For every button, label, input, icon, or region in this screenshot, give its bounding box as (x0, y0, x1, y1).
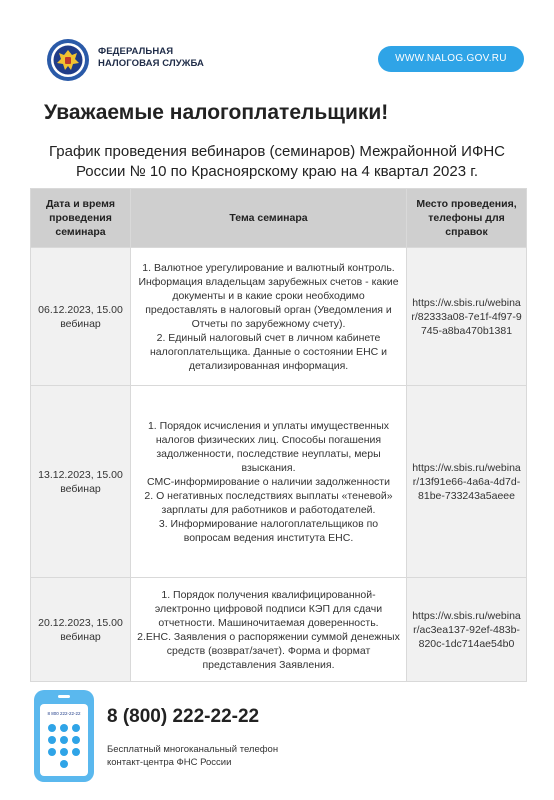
topic-line: 1. Валютное урегулирование и валютный контроль. (142, 261, 395, 274)
org-name-line1: ФЕДЕРАЛЬНАЯ (98, 46, 174, 57)
row-date: 20.12.2023, 15.00 вебинар (31, 578, 131, 682)
page-subtitle: График проведения вебинаров (семинаров) Межрайонной ИФНС России № 10 по Красноярскому краю на 4 квартал 2023 г. (48, 143, 506, 180)
website-button[interactable]: WWW.NALOG.GOV.RU (378, 46, 524, 72)
hotline-desc-line2: контакт-центра ФНС России (107, 757, 232, 768)
schedule-table (30, 188, 527, 682)
topic-line: 2.ЕНС. Заявления о распоряжении суммой денежных средств (возврат/зачет). Форма и формат представления Заявления. (137, 630, 400, 671)
row-topic (131, 578, 407, 682)
row-date: 06.12.2023, 15.00 вебинар (31, 248, 131, 386)
page-title: Уважаемые налогоплательщики! (44, 101, 389, 124)
row-topic (131, 386, 407, 578)
org-name (98, 46, 204, 70)
table-row (31, 578, 527, 682)
org-name-line2: НАЛОГОВАЯ СЛУЖБА (98, 58, 204, 69)
column-header-place: Место проведения, телефоны для справок (407, 189, 527, 248)
row-date: 13.12.2023, 15.00 вебинар (31, 386, 131, 578)
phone-screen-number: 8 800 222-22-22 (47, 711, 81, 716)
row-webinar-link[interactable]: https://w.sbis.ru/webinar/ac3ea137-92ef-483b-820c-1dc714ae54b0 (407, 578, 527, 682)
column-header-date: Дата и время проведения семинара (31, 189, 131, 248)
hotline-desc-line1: Бесплатный многоканальный телефон (107, 744, 279, 755)
topic-line: 1. Порядок исчисления и уплаты имущественных налогов физических лиц. Способы погашения задолженности, последствие неуплаты, меры взыскания. (147, 419, 390, 474)
topic-line: 2. Единый налоговый счет в личном кабинете налогоплательщика. Данные о состоянии ЕНС и детализированная информация. (149, 331, 388, 372)
table-row (31, 386, 527, 578)
column-header-topic: Тема семинара (131, 189, 407, 248)
topic-line: Информация владельцам зарубежных счетов - какие документы и в какие сроки необходимо предоставлять в налоговый орган (Уведомления и Отчеты по зарубежному счету). (138, 275, 399, 330)
hotline-number[interactable]: 8 (800) 222-22-22 (107, 706, 260, 727)
header (0, 0, 554, 100)
row-webinar-link[interactable]: https://w.sbis.ru/webinar/82333a08-7e1f-4f97-9745-a8ba470b1381 (407, 248, 527, 386)
topic-line: 2. О негативных последствиях выплаты «теневой» зарплаты для работников и работодателей. (144, 489, 393, 516)
row-topic (131, 248, 407, 386)
fns-emblem-icon (46, 38, 90, 82)
phone-icon (30, 688, 98, 784)
table-header-row (31, 189, 527, 248)
hotline-description (107, 743, 278, 769)
topic-line: 1. Порядок получения квалифицированной-электронно цифровой подписи КЭП для сдачи отчетности. Машиночитаемая доверенность. (154, 588, 383, 629)
topic-line: 3. Информирование налогоплательщиков по вопросам ведения института ЕНС. (158, 517, 379, 544)
table-row (31, 248, 527, 386)
topic-line: СМС-информирование о наличии задолженности (146, 475, 390, 488)
row-webinar-link[interactable]: https://w.sbis.ru/webinar/13f91e66-4a6a-4d7d-81be-733243a5aeee (407, 386, 527, 578)
